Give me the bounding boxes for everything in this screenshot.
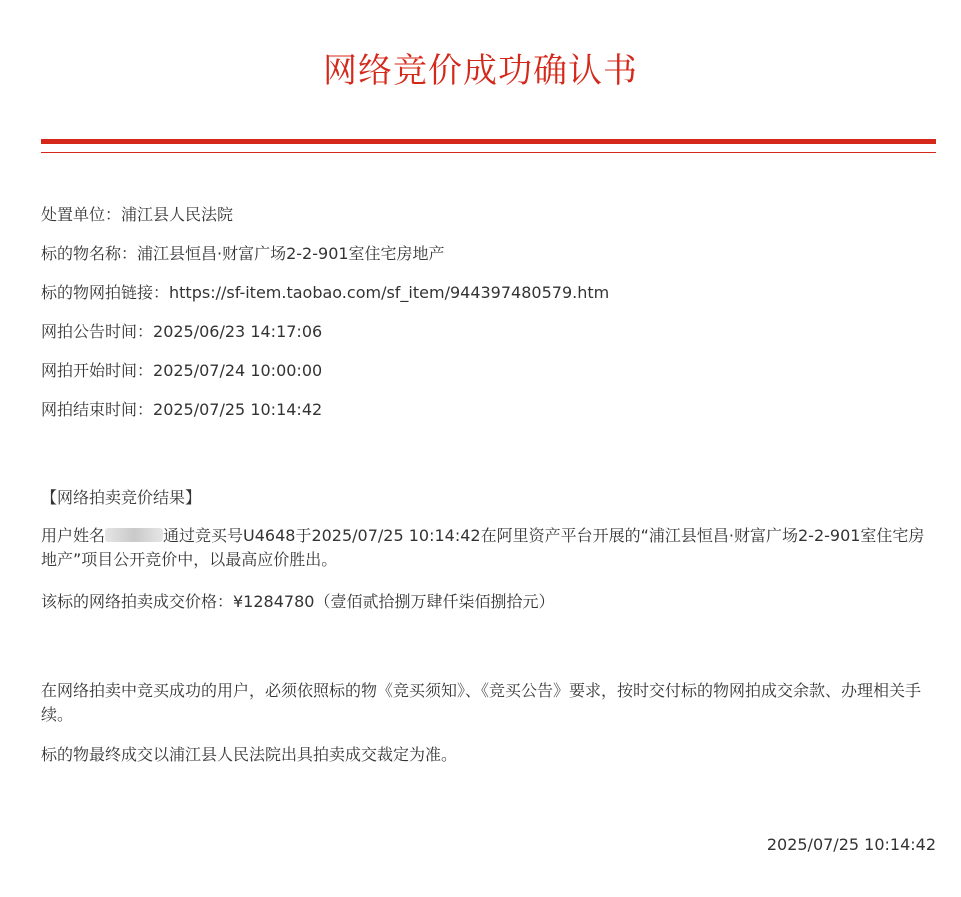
result-statement [41, 524, 931, 572]
item-link-value: https://sf-item.taobao.com/sf_item/944397480579.htm [169, 283, 610, 302]
redacted-username [105, 528, 163, 542]
title-divider-thick [41, 139, 936, 144]
end-time-row [41, 398, 931, 437]
notes-final-ruling: 标的物最终成交以浦江县人民法院出具拍卖成交裁定为准。 [41, 745, 458, 764]
announce-time-row [41, 320, 931, 359]
item-name-value: 浦江县恒昌·财富广场2-2-901室住宅房地产 [137, 244, 445, 263]
notes-requirement: 在网络拍卖中竞买成功的用户，必须依照标的物《竞买须知》、《竞买公告》要求，按时交付标的物网拍成交余款、办理相关手续。 [41, 681, 922, 724]
end-time-label: 网拍结束时间： [41, 400, 154, 419]
disposal-unit-row [41, 203, 931, 242]
result-user-prefix: 用户姓名 [41, 526, 106, 545]
end-time-value: 2025/07/25 10:14:42 [153, 400, 323, 419]
title-divider-thin [41, 152, 936, 153]
document-title: 网络竞价成功确认书 [323, 51, 638, 91]
disposal-unit-value: 浦江县人民法院 [121, 205, 234, 224]
document-timestamp: 2025/07/25 10:14:42 [766, 835, 936, 854]
disposal-unit-label: 处置单位： [41, 205, 122, 224]
start-time-label: 网拍开始时间： [41, 361, 154, 380]
result-price: 该标的网络拍卖成交价格：¥1284780（壹佰贰拾捌万肆仟柒佰捌拾元） [41, 592, 555, 611]
result-heading: 【网络拍卖竞价结果】 [41, 488, 202, 507]
auction-info [41, 203, 931, 437]
start-time-value: 2025/07/24 10:00:00 [153, 361, 323, 380]
start-time-row [41, 359, 931, 398]
item-link-label: 标的物网拍链接： [41, 283, 170, 302]
item-name-row [41, 242, 931, 281]
item-name-label: 标的物名称： [41, 244, 138, 263]
result-user-suffix: 通过竞买号U4648于2025/07/25 10:14:42在阿里资产平台开展的“浦江县恒昌·财富广场2-2-901室住宅房地产”项目公开竞价中，以最高应价胜出。 [41, 526, 925, 569]
announce-time-label: 网拍公告时间： [41, 322, 154, 341]
item-link-row [41, 281, 931, 320]
announce-time-value: 2025/06/23 14:17:06 [153, 322, 323, 341]
